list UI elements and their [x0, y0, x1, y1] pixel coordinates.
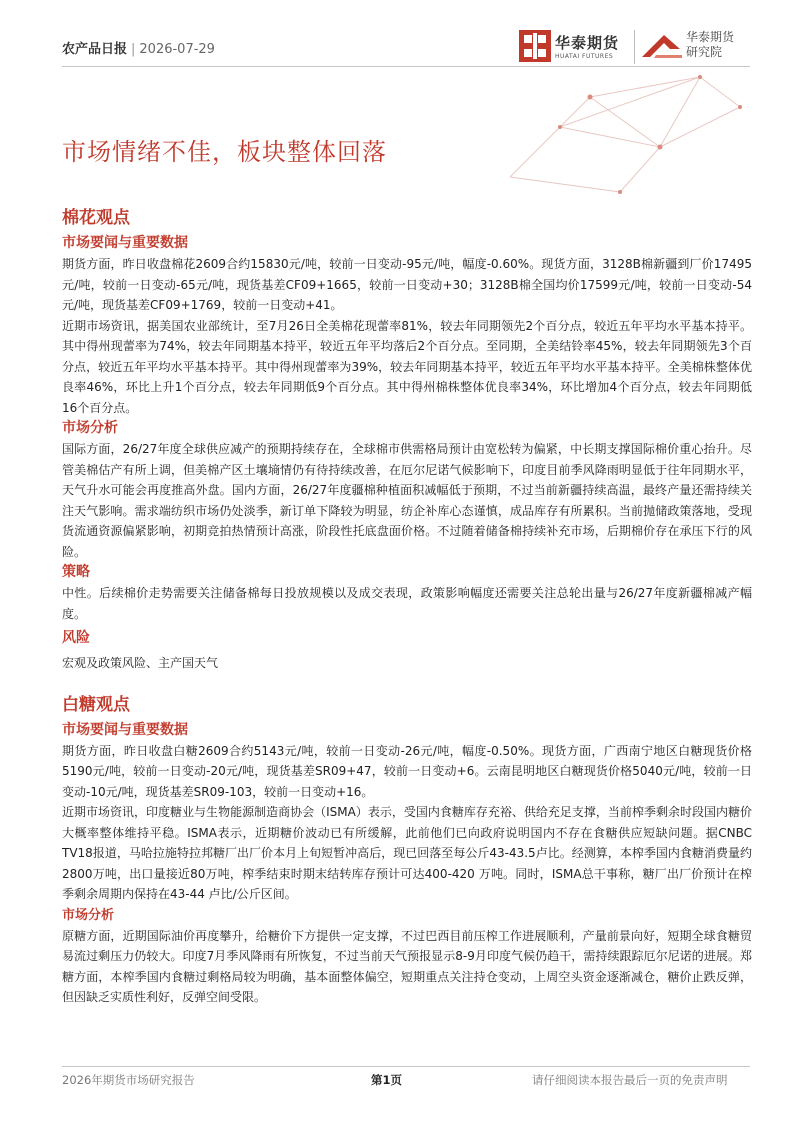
report-date: 2026-07-29 [139, 42, 215, 57]
sugar-news-paragraph-1: 期货方面，昨日收盘白糖2609合约5143元/吨，较前一日变动-26元/吨，幅度-0.50%。现货方面，广西南宁地区白糖现货价格5190元/吨，较前一日变动-20元/吨，现货基差SR09+47，较前一日变动+6。云南昆明地区白糖现货价格5040元/吨，较前一日变动-10元/吨，现货基差SR09-103，较前一日变动+16。 [62, 743, 752, 799]
research-institute-logo [640, 30, 734, 60]
huatai-futures-logo [519, 30, 619, 62]
section-gap [62, 674, 752, 692]
footer-page-number: 第1页 [371, 1073, 403, 1087]
sugar-news-heading: 市场要闻与重要数据 [62, 721, 188, 738]
sugar-news-paragraph-2: 近期市场资讯，印度糖业与生物能源制造商协会（ISMA）表示，受国内食糖库存充裕、供给充足支撑，当前榨季剩余时段国内糖价大概率整体维持平稳。ISMA表示，近期糖价波动已有所缓解，此前他们已向政府说明国内不存在食糖供应短缺问题。据CNBC TV18报道，马哈拉施特拉邦糖厂出厂价本月上旬短暂冲高后，现已回落至每公斤43-43.5卢比。经测算，本榨季国内食糖消费量约2800万吨，出口量接近80万吨，榨季结束时期末结转库存预计可达400-420 万吨。同时，ISMA总干事称，糖厂出厂价预计在榨季剩余周期内保持在43-44 卢比/公斤区间。 [62, 805, 752, 901]
institute-logo-icon [640, 31, 684, 59]
report-header-label [62, 38, 215, 57]
decorative-network-graphic [500, 67, 750, 197]
institute-line2: 研究院 [686, 45, 723, 59]
cotton-news-paragraph-2: 近期市场资讯，据美国农业部统计，至7月26日全美棉花现蕾率81%，较去年同期领先2个百分点，较近五年平均水平基本持平。其中得州现蕾率为74%，较去年同期基本持平，较近五年平均落后2个百分点。至同期，全美结铃率45%，较去年同期领先3个百分点，较近五年平均水平基本持平。其中得州现蕾率为39%，较去年同期基本持平，较近五年平均水平基本持平。全美棉株整体优良率46%，环比上升1个百分点，较去年同期低9个百分点。其中得州棉株整体优良率34%，环比增加4个百分点，较去年同期低16个百分点。 [62, 318, 752, 415]
sugar-section-title: 白糖观点 [62, 694, 130, 715]
logo-cn-text: 华泰期货 [555, 34, 620, 52]
header-separator: | [131, 42, 136, 57]
sugar-analysis-paragraph: 原糖方面，近期国际油价再度攀升，给糖价下方提供一定支撑，不过巴西目前压榨工作进展顺利，产量前景向好，短期全球食糖贸易流过剩压力仍较大。印度7月季风降雨有所恢复，不过当前天气预报显示8-9月印度气候仍趋干，需持续跟踪厄尔尼诺的进展。郑糖方面，本榨季国内食糖过剩格局较为明确，基本面整体偏空，短期重点关注持仓变动，上周空头资金逐渐减仓，糖价止跌反弹，但因缺乏实质性利好，反弹空间受限。 [62, 928, 752, 1004]
cotton-strategy-paragraph: 中性。后续棉价走势需要关注储备棉每日投放规模以及成交表现，政策影响幅度还需要关注总轮出量与26/27年度新疆棉减产幅度。 [62, 586, 752, 621]
cotton-analysis-paragraph: 国际方面，26/27年度全球供应减产的预期持续存在，全球棉市供需格局预计由宽松转为偏紧，中长期支撑国际棉价重心抬升。尽管美棉估产有所上调，但美棉产区土壤墒情仍有待持续改善，在厄尔尼诺气候影响下，印度目前季风降雨明显低于往年同期水平，天气升水可能会再度推高外盘。国内方面，26/27年度疆棉种植面积减幅低于预期，不过当前新疆持续高温，最终产量还需持续关注天气影响。需求端纺织市场仍处淡季，新订单下降较为明显，纺企补库心态谨慎，成品库存有所累积。当前抛储政策落地，受现货流通资源偏紧影响，初期竞拍热情预计高涨，阶段性托底盘面价格。不过随着储备棉持续补充市场，后期棉价存在承压下行的风险。 [62, 442, 752, 559]
huatai-logo-icon [519, 30, 551, 62]
logo-en-text: HUATAI FUTURES [555, 53, 614, 60]
logo-divider [634, 30, 635, 64]
sugar-analysis-heading: 市场分析 [62, 907, 115, 923]
page-title: 市场情绪不佳，板块整体回落 [62, 138, 387, 166]
cotton-risk-heading: 风险 [62, 630, 90, 646]
cotton-strategy-heading: 策略 [62, 564, 90, 580]
footer-rule [62, 1066, 750, 1067]
institute-line1: 华泰期货 [686, 30, 735, 44]
footer-report-name: 2026年期货市场研究报告 [62, 1073, 195, 1087]
cotton-risk-paragraph: 宏观及政策风险、主产国天气 [62, 656, 219, 670]
cotton-news-heading: 市场要闻与重要数据 [62, 235, 188, 251]
cotton-news-paragraph-1: 期货方面，昨日收盘棉花2609合约15830元/吨，较前一日变动-95元/吨，幅度-0.60%。现货方面，3128B棉新疆到厂价17495元/吨，较前一日变动-65元/吨，现货基差CF09+1665，较前一日变动+30；3128B棉全国均价17599元/吨，较前一日变动-54元/吨，现货基差CF09+1769，较前一日变动+41。 [62, 257, 752, 312]
report-type: 农产品日报 [62, 42, 128, 57]
cotton-analysis-heading: 市场分析 [62, 420, 118, 436]
cotton-section-title: 棉花观点 [62, 208, 130, 228]
footer-disclaimer: 请仔细阅读本报告最后一页的免责声明 [532, 1073, 728, 1087]
report-body [62, 205, 752, 1008]
